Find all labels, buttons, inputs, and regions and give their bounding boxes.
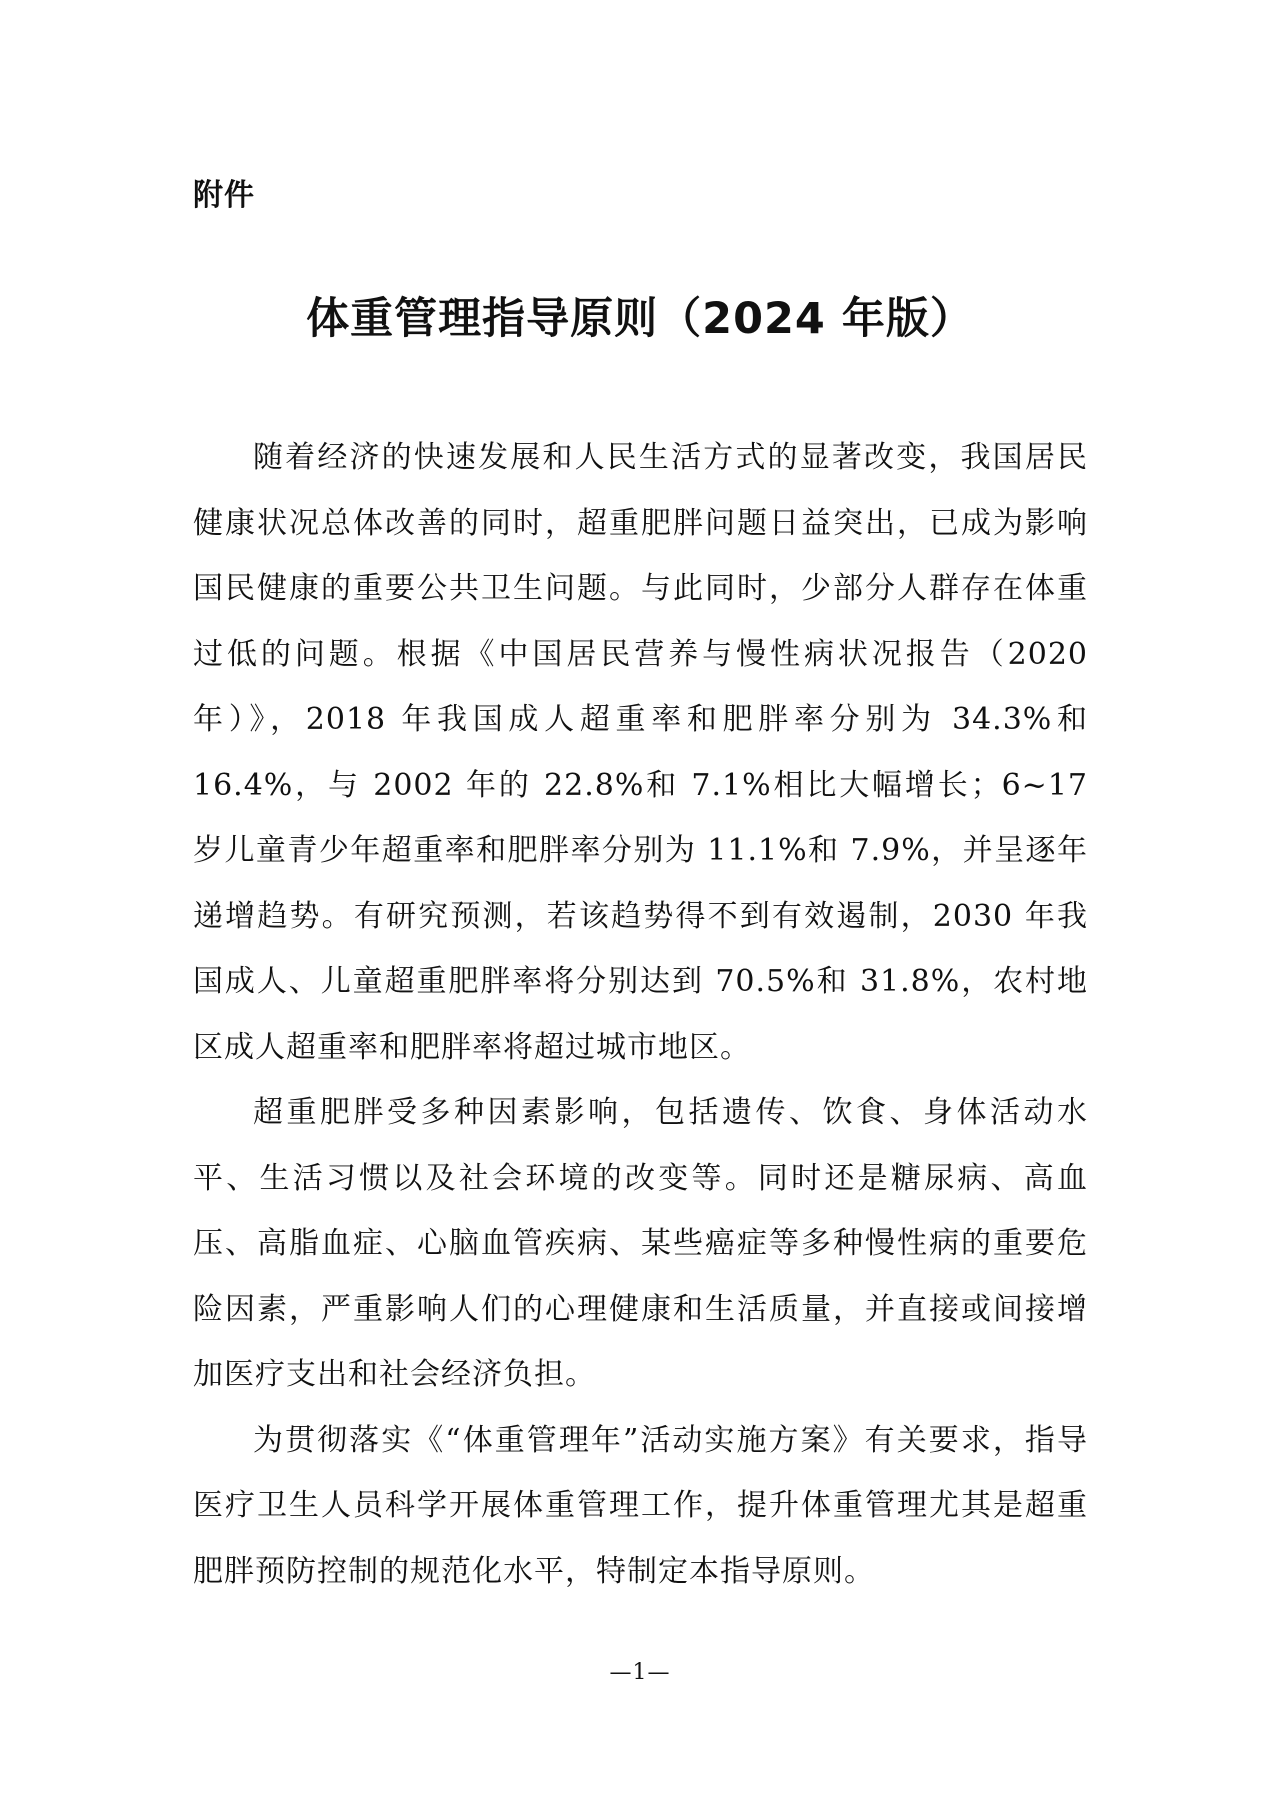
attachment-label: 附件 xyxy=(193,178,255,213)
document-body xyxy=(193,425,1088,1604)
body-paragraph: 为贯彻落实《“体重管理年”活动实施方案》有关要求，指导医疗卫生人员科学开展体重管理工作，提升体重管理尤其是超重肥胖预防控制的规范化水平，特制定本指导原则。 xyxy=(193,1422,1088,1589)
body-paragraph: 超重肥胖受多种因素影响，包括遗传、饮食、身体活动水平、生活习惯以及社会环境的改变等。同时还是糖尿病、高血压、高脂血症、心脑血管疾病、某些癌症等多种慢性病的重要危险因素，严重影响人们的心理健康和生活质量，并直接或间接增加医疗支出和社会经济负担。 xyxy=(193,1095,1088,1392)
document-title: 体重管理指导原则（2024 年版） xyxy=(306,294,974,344)
body-paragraph: 随着经济的快速发展和人民生活方式的显著改变，我国居民健康状况总体改善的同时，超重肥胖问题日益突出，已成为影响国民健康的重要公共卫生问题。与此同时，少部分人群存在体重过低的问题。根据《中国居民营养与慢性病状况报告（2020 年）》，2018 年我国成人超重率和肥胖率分别为 34.3%和 16.4%，与 2002 年的 22.8%和 7.1%相比大幅增长；6~17 岁儿童青少年超重率和肥胖率分别为 11.1%和 7.9%，并呈逐年递增趋势。有研究预测，若该趋势得不到有效遏制，2030 年我国成人、儿童超重肥胖率将分别达到 70.5%和 31.8%，农村地区成人超重率和肥胖率将超过城市地区。 xyxy=(193,440,1088,1065)
page-number: —1— xyxy=(609,1660,671,1685)
